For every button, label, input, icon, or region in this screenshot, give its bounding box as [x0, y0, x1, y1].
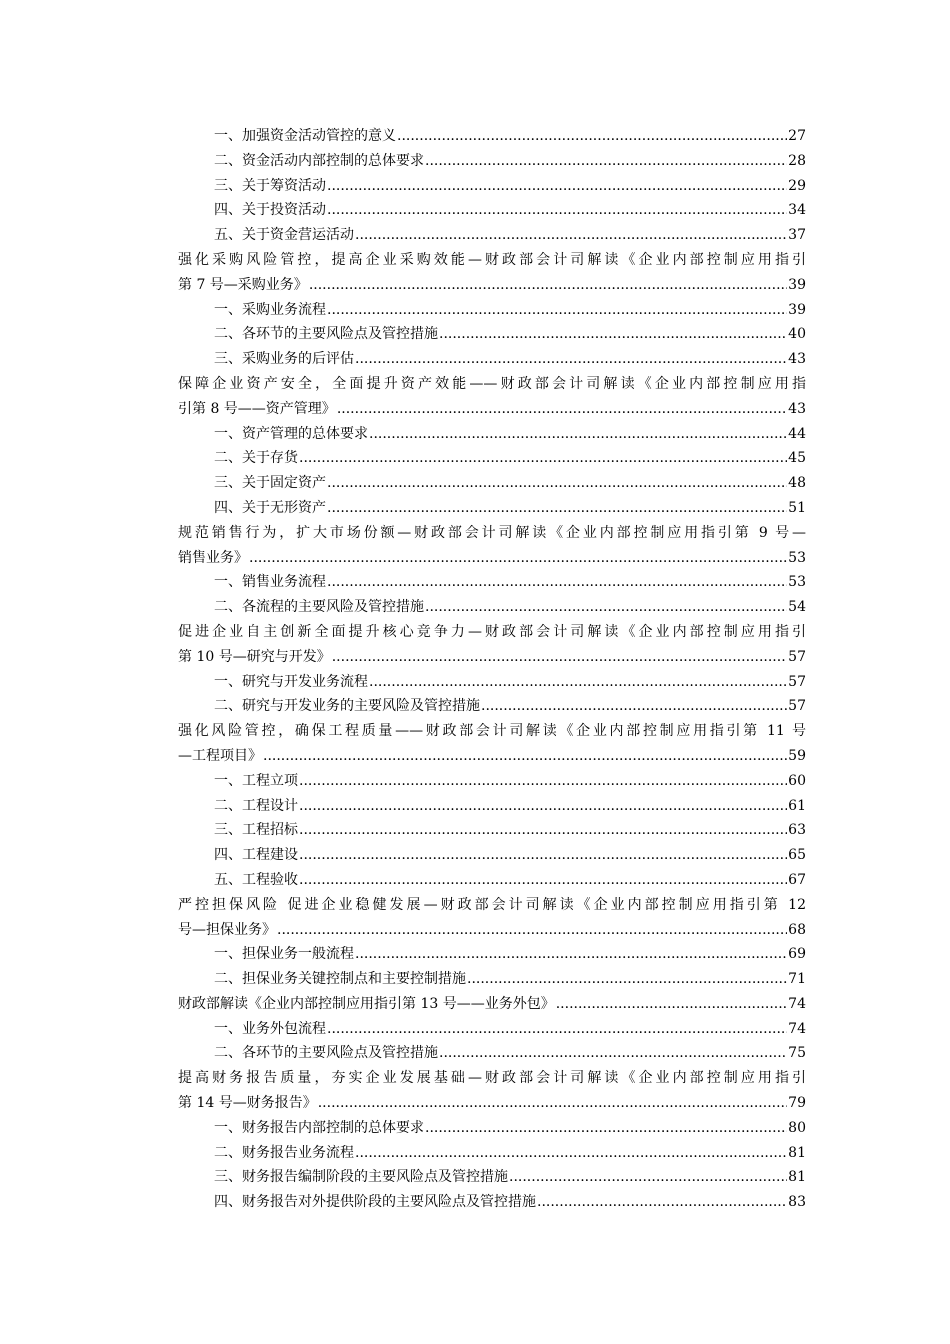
toc-subentry[interactable] [178, 868, 806, 893]
toc-subentry[interactable] [178, 967, 806, 992]
toc-subentry[interactable] [178, 124, 806, 149]
toc-subentry[interactable] [178, 570, 806, 595]
dot-leader [537, 1190, 787, 1215]
toc-entry-text: 三、关于固定资产 [214, 475, 326, 492]
toc-page-number: 43 [788, 400, 806, 417]
toc-page-number: 57 [788, 673, 806, 690]
toc-entry-text: —工程项目》 [178, 747, 262, 764]
dot-leader [277, 918, 787, 943]
toc-entry-title-line[interactable]: 强化风险管控，确保工程质量——财政部会计司解读《企业内部控制应用指引第 11 号 [178, 723, 806, 740]
toc-entry[interactable] [178, 546, 806, 571]
toc-entry-text: 二、研究与开发业务的主要风险及管控措施 [214, 698, 480, 715]
toc-entry-text: 四、关于无形资产 [214, 499, 326, 516]
toc-entry-text: 引第 8 号——资产管理》 [178, 400, 336, 417]
toc-subentry[interactable] [178, 198, 806, 223]
toc-page-number: 57 [788, 698, 806, 715]
dot-leader [556, 992, 787, 1017]
dot-leader [425, 595, 787, 620]
dot-leader [327, 496, 787, 521]
toc-entry-text: 二、各流程的主要风险及管控措施 [214, 599, 424, 616]
toc-page-number: 53 [788, 574, 806, 591]
toc-entry[interactable] [178, 992, 806, 1017]
dot-leader [299, 843, 787, 868]
dot-leader [397, 124, 787, 149]
toc-entry-text: 一、加强资金活动管控的意义 [214, 128, 396, 144]
toc-entry-text: 四、工程建设 [214, 847, 298, 864]
toc-subentry[interactable] [178, 322, 806, 347]
dot-leader [327, 198, 787, 223]
dot-leader [299, 446, 787, 471]
toc-entry-text: 第 14 号—财务报告》 [178, 1095, 317, 1112]
toc-entry[interactable] [178, 744, 806, 769]
toc-entry[interactable] [178, 397, 806, 422]
toc-entry-text: 二、关于存货 [214, 450, 298, 467]
toc-subentry[interactable] [178, 496, 806, 521]
dot-leader [369, 422, 787, 447]
toc-page-number: 68 [788, 921, 806, 938]
toc-page-number: 67 [788, 871, 806, 888]
toc-entry-text: 销售业务》 [178, 549, 248, 566]
dot-leader [481, 694, 787, 719]
dot-leader [332, 645, 787, 670]
toc-entry-text: 一、销售业务流程 [214, 574, 326, 591]
dot-leader [299, 769, 787, 794]
dot-leader [327, 1017, 787, 1042]
toc-subentry[interactable] [178, 298, 806, 323]
toc-page-number: 37 [788, 227, 806, 244]
toc-page-number: 34 [788, 202, 806, 219]
dot-leader [467, 967, 787, 992]
toc-entry[interactable] [178, 1091, 806, 1116]
dot-leader [509, 1165, 787, 1190]
toc-entry-text: 五、工程验收 [214, 871, 298, 888]
dot-leader [309, 273, 787, 298]
toc-entry-text: 第 10 号—研究与开发》 [178, 648, 331, 665]
toc-entry-text: 财政部解读《企业内部控制应用指引第 13 号——业务外包》 [178, 995, 555, 1012]
toc-entry-text: 三、工程招标 [214, 822, 298, 839]
toc-subentry[interactable] [178, 818, 806, 843]
dot-leader [318, 1091, 787, 1116]
toc-subentry[interactable] [178, 223, 806, 248]
toc-subentry[interactable] [178, 174, 806, 199]
toc-page-number: 71 [788, 971, 806, 988]
toc-entry-text: 号—担保业务》 [178, 921, 276, 938]
toc-page-number: 44 [788, 425, 806, 442]
dot-leader [327, 471, 787, 496]
dot-leader [299, 868, 787, 893]
toc-page-number: 69 [788, 946, 806, 963]
toc-page-number: 53 [788, 549, 806, 566]
toc-page-number: 81 [788, 1169, 806, 1186]
toc-subentry[interactable] [178, 1190, 806, 1215]
toc-entry-text: 二、财务报告业务流程 [214, 1144, 354, 1161]
toc-entry-title-line[interactable]: 保障企业资产安全，全面提升资产效能——财政部会计司解读《企业内部控制应用指 [178, 375, 806, 392]
toc-page-number: 63 [788, 822, 806, 839]
toc-page-number: 75 [788, 1045, 806, 1062]
dot-leader [355, 347, 787, 372]
toc-entry[interactable] [178, 918, 806, 943]
toc-entry-title-line[interactable]: 严控担保风险 促进企业稳健发展—财政部会计司解读《企业内部控制应用指引第 12 [178, 896, 806, 913]
dot-leader [439, 1041, 787, 1066]
toc-entry-text: 三、财务报告编制阶段的主要风险点及管控措施 [214, 1169, 508, 1186]
toc-entry-text: 第 7 号—采购业务》 [178, 276, 308, 293]
toc-entry[interactable] [178, 645, 806, 670]
toc-entry-title-line[interactable]: 促进企业自主创新全面提升核心竞争力—财政部会计司解读《企业内部控制应用指引 [178, 623, 806, 640]
toc-subentry[interactable] [178, 794, 806, 819]
toc-page-number: 57 [788, 648, 806, 665]
dot-leader [249, 546, 787, 571]
toc-page-number: 74 [788, 995, 806, 1012]
toc-entry-text: 一、业务外包流程 [214, 1020, 326, 1037]
toc-entry-title-line[interactable]: 规范销售行为，扩大市场份额—财政部会计司解读《企业内部控制应用指引第 9 号— [178, 524, 806, 541]
dot-leader [327, 570, 787, 595]
toc-entry-text: 二、各环节的主要风险点及管控措施 [214, 1045, 438, 1062]
toc-entry-text: 三、采购业务的后评估 [214, 351, 354, 368]
toc-subentry[interactable] [178, 694, 806, 719]
dot-leader [299, 818, 787, 843]
toc-entry[interactable] [178, 273, 806, 298]
dot-leader [355, 223, 787, 248]
toc-entry-text: 二、工程设计 [214, 797, 298, 814]
dot-leader [425, 149, 787, 174]
toc-page-number: 61 [788, 797, 806, 814]
toc-subentry[interactable] [178, 422, 806, 447]
toc-page-number: 40 [788, 326, 806, 343]
toc-subentry[interactable] [178, 769, 806, 794]
toc-entry-text: 一、工程立项 [214, 772, 298, 789]
toc-page-number: 29 [788, 177, 806, 194]
toc-page-number: 81 [788, 1144, 806, 1161]
toc-entry-title-line[interactable]: 提高财务报告质量，夯实企业发展基础—财政部会计司解读《企业内部控制应用指引 [178, 1070, 806, 1087]
toc-subentry[interactable] [178, 670, 806, 695]
toc-entry-title-line[interactable]: 强化采购风险管控，提高企业采购效能—财政部会计司解读《企业内部控制应用指引 [178, 251, 806, 268]
toc-entry-text: 一、财务报告内部控制的总体要求 [214, 1119, 424, 1136]
toc-page-number: 48 [788, 475, 806, 492]
toc-subentry[interactable] [178, 843, 806, 868]
dot-leader [263, 744, 787, 769]
toc-page-number: 60 [788, 772, 806, 789]
toc-subentry[interactable] [178, 446, 806, 471]
toc-page-number: 51 [788, 499, 806, 516]
toc-page-number: 65 [788, 847, 806, 864]
toc-page-number: 59 [788, 747, 806, 764]
toc-page-number: 28 [788, 152, 806, 169]
toc-entry-text: 一、担保业务一般流程 [214, 946, 354, 963]
toc-page-number: 43 [788, 351, 806, 368]
toc-entry-text: 二、各环节的主要风险点及管控措施 [214, 326, 438, 343]
toc-page-number: 80 [788, 1119, 806, 1136]
dot-leader [355, 942, 787, 967]
toc-page-number: 79 [788, 1095, 806, 1112]
toc-subentry[interactable] [178, 595, 806, 620]
toc-entry-text: 五、关于资金营运活动 [214, 227, 354, 244]
toc-page-number: 27 [788, 128, 806, 144]
dot-leader [299, 794, 787, 819]
toc-subentry[interactable] [178, 347, 806, 372]
dot-leader [369, 670, 787, 695]
toc-subentry[interactable] [178, 471, 806, 496]
toc-subentry[interactable] [178, 1165, 806, 1190]
toc-entry-text: 二、资金活动内部控制的总体要求 [214, 152, 424, 169]
dot-leader [439, 322, 787, 347]
toc-subentry[interactable] [178, 1041, 806, 1066]
toc-page-number: 54 [788, 599, 806, 616]
toc-entry-text: 四、关于投资活动 [214, 202, 326, 219]
toc-entry-text: 一、资产管理的总体要求 [214, 425, 368, 442]
dot-leader [327, 174, 787, 199]
toc-entry-text: 四、财务报告对外提供阶段的主要风险点及管控措施 [214, 1194, 536, 1211]
toc-entry-text: 一、研究与开发业务流程 [214, 673, 368, 690]
toc-subentry[interactable] [178, 1116, 806, 1141]
toc-subentry[interactable] [178, 1017, 806, 1042]
dot-leader [425, 1116, 787, 1141]
toc-page-number: 39 [788, 276, 806, 293]
dot-leader [355, 1141, 787, 1166]
toc-subentry[interactable] [178, 942, 806, 967]
toc-entry-text: 一、采购业务流程 [214, 301, 326, 318]
toc-subentry[interactable] [178, 149, 806, 174]
dot-leader [337, 397, 787, 422]
toc-page-number: 39 [788, 301, 806, 318]
dot-leader [327, 298, 787, 323]
toc-entry-text: 二、担保业务关键控制点和主要控制措施 [214, 971, 466, 988]
toc-page-number: 83 [788, 1194, 806, 1211]
toc-page-number: 74 [788, 1020, 806, 1037]
toc-entry-text: 三、关于筹资活动 [214, 177, 326, 194]
toc-page-number: 45 [788, 450, 806, 467]
table-of-contents [178, 124, 806, 1215]
toc-subentry[interactable] [178, 1141, 806, 1166]
